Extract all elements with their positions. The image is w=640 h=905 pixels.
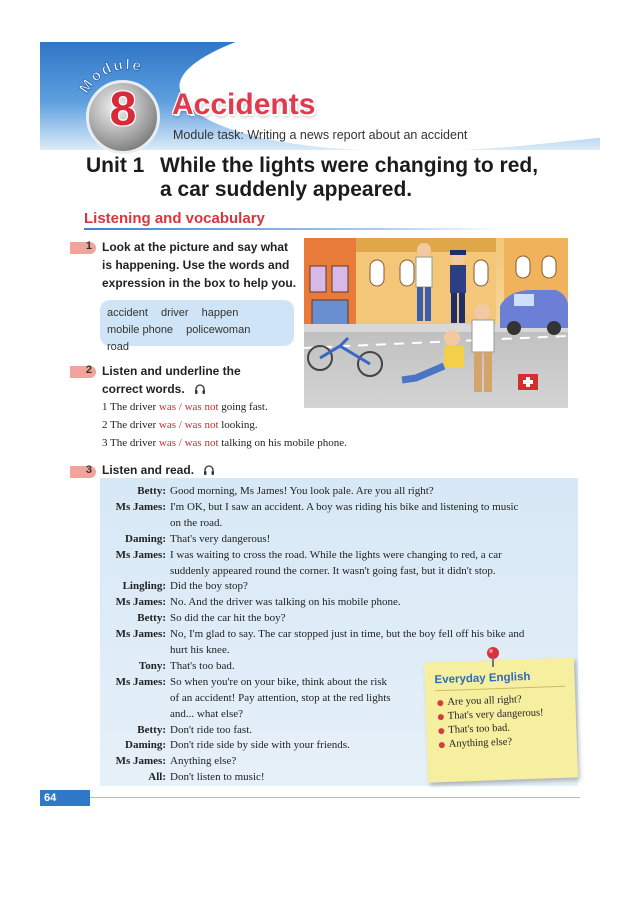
speaker-line: Don't listen to music! <box>170 771 265 784</box>
unit-label: Unit 1 <box>86 154 145 177</box>
speaker-line: I was waiting to cross the road. While the lights were changing to red, a car <box>170 548 502 561</box>
speaker-name: Ms James: <box>115 500 166 513</box>
dialogue-line <box>100 610 578 626</box>
exercise-1-number: 1 <box>85 240 92 252</box>
everyday-english-note <box>424 657 578 782</box>
word-box <box>100 300 294 353</box>
unit-title <box>160 154 590 202</box>
sentence-2: 2 The driver was / was not looking. <box>102 419 258 431</box>
svg-text:Module: Module <box>76 56 145 97</box>
module-title: Accidents <box>172 88 316 121</box>
speaker-name: Ms James: <box>115 628 166 641</box>
speaker-line: Don't ride too fast. <box>170 723 253 736</box>
speaker-line: No, I'm glad to say. The car stopped just in time, but the boy fell off his bike and <box>170 628 525 641</box>
note-title: Everyday English <box>434 670 565 692</box>
section-heading: Listening and vocabulary <box>84 210 265 227</box>
speaker-name: Daming: <box>125 532 166 545</box>
speaker-name: All: <box>148 771 166 784</box>
dialogue-line <box>100 483 578 499</box>
speaker-name: Ms James: <box>115 548 166 561</box>
sentence-1: 1 The driver was / was not going fast. <box>102 401 268 413</box>
dialogue-line <box>100 578 578 594</box>
speaker-name: Ms James: <box>115 675 166 688</box>
dialogue-line <box>100 531 578 547</box>
headphone-icon <box>194 383 206 395</box>
footer-rule <box>90 797 580 798</box>
note-item: That's too bad. <box>436 720 566 739</box>
word: driver <box>161 307 189 319</box>
module-number: 8 <box>109 83 137 136</box>
speaker-line: suddenly appeared round the corner. It wasn't going fast, but it didn't stop. <box>170 564 496 577</box>
answer-options[interactable]: was / was not <box>158 419 219 431</box>
dialogue-line <box>100 626 578 642</box>
dialogue-line <box>100 563 578 579</box>
exercise-2-instructions: Listen and underline the correct words. <box>102 364 241 396</box>
unit-title-line-2: a car suddenly appeared. <box>160 178 413 201</box>
word: policewoman <box>186 324 251 336</box>
note-item: That's very dangerous! <box>436 706 566 725</box>
page-number: 64 <box>44 792 57 804</box>
speaker-name: Ms James: <box>115 596 166 609</box>
word: happen <box>201 307 239 319</box>
speaker-name: Betty: <box>137 612 166 625</box>
answer-options[interactable]: was / was not <box>158 401 219 413</box>
speaker-line: That's very dangerous! <box>170 532 271 545</box>
street-scene-image <box>304 238 568 408</box>
answer-options[interactable]: was / was not <box>158 437 219 449</box>
dialogue-line <box>100 594 578 610</box>
unit-title-line-1: While the lights were changing to red, <box>160 154 539 177</box>
speaker-line: Good morning, Ms James! You look pale. Are you all right? <box>170 485 434 497</box>
speaker-line: hurt his knee. <box>170 644 230 656</box>
speaker-name: Betty: <box>137 485 166 497</box>
speaker-name: Betty: <box>137 723 166 736</box>
exercise-3-number: 3 <box>85 464 92 476</box>
speaker-line: Anything else? <box>170 755 237 768</box>
headphone-icon <box>203 464 215 476</box>
note-item: Are you all right? <box>435 692 565 711</box>
speaker-name: Ms James: <box>115 755 166 768</box>
speaker-line: So did the car hit the boy? <box>170 612 286 625</box>
speaker-name: Lingling: <box>122 580 166 593</box>
exercise-2-number: 2 <box>85 364 92 376</box>
dialogue-line <box>100 547 578 563</box>
speaker-line: I'm OK, but I saw an accident. A boy was riding his bike and listening to music <box>170 500 519 513</box>
dialogue-line <box>100 515 578 531</box>
dialogue-line <box>100 642 578 658</box>
exercise-1-instructions: Look at the picture and say what is happening. Use the words and expression in the box to help you. <box>102 240 297 290</box>
word: accident <box>107 307 148 319</box>
pushpin-icon <box>484 646 502 668</box>
speaker-name: Daming: <box>125 739 166 752</box>
speaker-line: and... what else? <box>170 707 243 720</box>
word: road <box>107 341 130 353</box>
speaker-line: So when you're on your bike, think about the risk <box>170 675 388 688</box>
speaker-name: Tony: <box>138 659 166 672</box>
speaker-line: That's too bad. <box>170 659 235 672</box>
speaker-line: of an accident! Pay attention, stop at the red lights <box>170 691 391 704</box>
word: mobile phone <box>107 324 174 336</box>
accident-illustration <box>304 238 568 408</box>
module-task: Module task: Writing a news report about an accident <box>173 128 468 142</box>
speaker-line: Did the boy stop? <box>170 580 248 593</box>
exercise-3-title: Listen and read. <box>102 461 215 479</box>
note-item: Anything else? <box>437 734 567 753</box>
speaker-line: Don't ride side by side with your friends. <box>170 739 350 752</box>
section-underline <box>84 228 504 230</box>
speaker-line: on the road. <box>170 516 223 529</box>
dialogue-line <box>100 499 578 515</box>
speaker-line: No. And the driver was talking on his mobile phone. <box>170 596 401 609</box>
sentence-3: 3 The driver was / was not talking on his mobile phone. <box>102 437 347 449</box>
